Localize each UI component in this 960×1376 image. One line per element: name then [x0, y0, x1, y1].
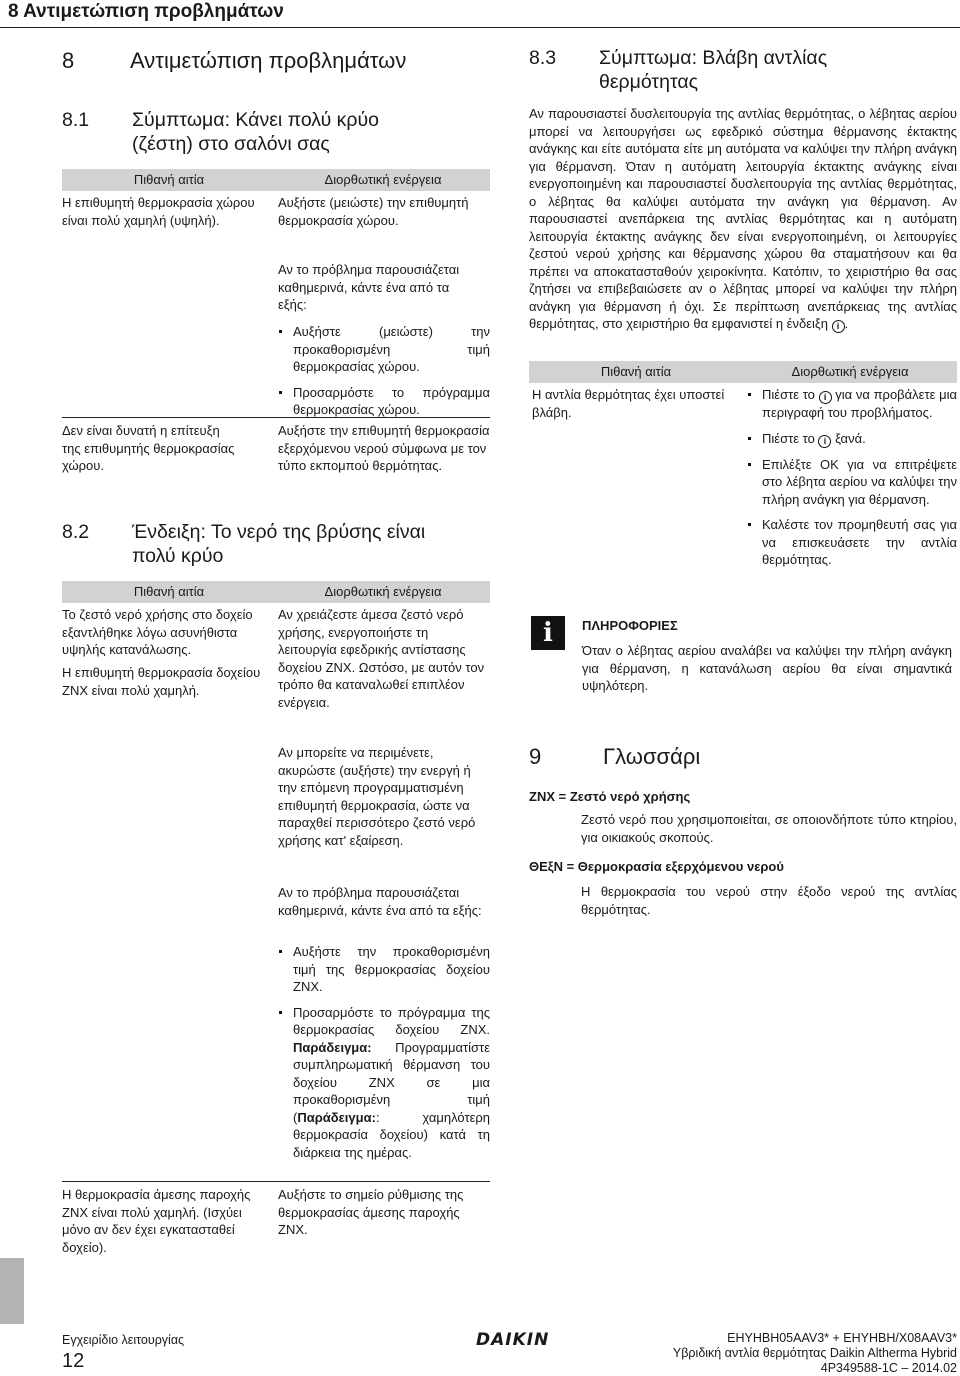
footer-info: EHYHBH05AAV3* + EHYHBH/X08AAV3* Υβριδική αντλία θερμότητας Daikin Altherma Hybrid 4P349588-1C – 2014.02 — [672, 1331, 957, 1375]
list-item: Πιέστε το i για να προβάλετε μια περιγραφή του προβλήματος. — [747, 386, 957, 422]
cause-cell: Δεν είναι δυνατή η επίτευξη της επιθυμητής θερμοκρασίας χώρου. — [62, 423, 235, 473]
cause-cell: Η αντλία θερμότητας έχει υποστεί βλάβη. — [532, 387, 725, 420]
list-item: Προσαρμόστε το πρόγραμμα της θερμοκρασίας δοχείου ΖΝΧ. Παράδειγμα: Προγραμματίστε συμπληρωματική θέρμανση του δοχείου ΖΝΧ σε μια προκαθορισμένη τιμή (Παράδειγμα:: χαμηλότερη θερμοκρασία δοχείου) κατά τη διάρκεια της ημέρας. — [278, 1004, 490, 1162]
glossary-definition: Ζεστό νερό που χρησιμοποιείται, σε οποιονδήποτε τύπο κτηρίου, για οικιακούς σκοπούς. — [581, 812, 957, 845]
info-button-icon: i — [818, 435, 831, 448]
action-cell: Αν μπορείτε να περιμένετε, ακυρώστε (αυξήστε) την ενεργή ή την επόμενη προγραμματισμένη επιθυμητή θερμοκρασία, ώστε να παραχθεί περισσότερο ζεστό νερό χρήσης κατ' εξαίρεση. — [278, 745, 476, 848]
action-cell: Αυξήστε το σημείο ρύθμισης της θερμοκρασίας άμεσης παροχής ΖΝΧ. — [278, 1187, 464, 1237]
header-title: 8 Αντιμετώπιση προβλημάτων — [8, 1, 284, 22]
action-cell: Αν χρειάζεστε άμεσα ζεστό νερό χρήσης, ενεργοποιήστε τη λειτουργία εφεδρικής αντίστασης δοχείου ΖΝΧ. Ωστόσο, με αυτόν τον τρόπο θα καταναλωθεί επιπλέον ενέργεια. — [278, 607, 485, 710]
bullet-list — [747, 386, 957, 569]
glossary-term: ΖΝΧ = Ζεστό νερό χρήσης — [529, 789, 691, 804]
section-8-3-intro: Αν παρουσιαστεί δυσλειτουργία της αντλίας θερμότητας, ο λέβητας αερίου μπορεί να λειτουργήσει ως εφεδρικό σύστημα θέρμανσης έκτακτης ανάγκης και είτε αυτόματα είτε μη αυτόματα να καλύψει την πλήρη ανάγκη για θέρμανση. Όταν η αυτόματη λειτουργία έκτακτης ανάγκης είναι ενεργοποιημένη και παρουσιαστεί δυσλειτουργία της αντλίας θερμότητας, ο λέβητας θα καλύψει αυτόματα την ανάγκη για θέρμανση. Αν παρουσιαστεί ανεπάρκεια της αντλίας θερμότητας και η αυτόματη λειτουργία έκτακτης ανάγκης δεν είναι ενεργοποιημένη, οι λειτουργίες ζεστού νερού χρήσης και θέρμανσης χώρου θα σταματήσουν και θα πρέπει να αποκατασταθούν χειροκίνητα. Κατόπιν, το χειριστήριο θα σας ζητήσει να επιβεβαιώσετε αν ο λέβητας μπορεί να καλύψει την πλήρη ανάγκη για θέρμανση ή όχι. Σε περίπτωση ανεπάρκειας της αντλίας θερμότητας, στο χειριστήριο θα εμφανιστεί η ένδειξη i . — [529, 106, 957, 331]
footer-manual: Εγχειρίδιο λειτουργίας — [62, 1333, 185, 1347]
list-item: Πιέστε το i ξανά. — [747, 430, 957, 448]
section-8-2-heading: 8.2 Ένδειξη: Το νερό της βρύσης είναι πολύ κρύο — [62, 521, 426, 567]
section-8-1-heading: 8.1 Σύμπτωμα: Κάνει πολύ κρύο (ζέστη) στο σαλόνι σας — [62, 109, 380, 155]
cause-cell: Η επιθυμητή θερμοκρασία χώρου είναι πολύ χαμηλή (υψηλή). — [62, 195, 255, 228]
cause-cell: Η θερμοκρασία άμεσης παροχής ΖΝΧ είναι πολύ χαμηλή. (Ισχύει μόνο αν δεν έχει εγκατασταθεί δοχείο). — [62, 1187, 251, 1255]
list-item: Επιλέξτε OK για να επιτρέψετε στο λέβητα αερίου να καλύψει την πλήρη ανάγκη για θέρμανση. — [747, 456, 957, 509]
cause-cell: Η επιθυμητή θερμοκρασία δοχείου ΖΝΧ είναι πολύ χαμηλή. — [62, 665, 261, 698]
list-item: Αυξήστε την προκαθορισμένη τιμή της θερμοκρασίας δοχείου ΖΝΧ. — [278, 943, 490, 996]
footer-page-number: 12 — [62, 1350, 85, 1372]
list-item: Προσαρμόστε το πρόγραμμα θερμοκρασίας χώρου. — [278, 384, 490, 419]
chapter-8-heading: 8 Αντιμετώπιση προβλημάτων — [62, 48, 407, 73]
action-cell: Αυξήστε την επιθυμητή θερμοκρασία εξερχόμενου νερού σύμφωνα με τον τύπο εκπομπού θερμότητας. — [278, 423, 490, 473]
info-button-icon: i — [832, 320, 845, 333]
list-item: Αυξήστε (μειώστε) την προκαθορισμένη τιμή θερμοκρασίας χώρου. — [278, 323, 490, 376]
table-8-2-header: Πιθανή αιτία Διορθωτική ενέργεια — [62, 581, 490, 603]
glossary-term: ΘΕξΝ = Θερμοκρασία εξερχόμενου νερού — [529, 859, 784, 874]
info-text: Όταν ο λέβητας αερίου αναλάβει να καλύψει την πλήρη ανάγκη για θέρμανση, η κατανάλωση αερίου θα είναι σημαντικά υψηλότερη. — [582, 643, 952, 693]
action-cell-daily: Αν το πρόβλημα παρουσιάζεται καθημερινά, κάντε ένα από τα εξής: — [278, 262, 460, 312]
info-title: ΠΛΗΡΟΦΟΡΙΕΣ — [582, 618, 678, 633]
cause-cell: Το ζεστό νερό χρήσης στο δοχείο εξαντλήθηκε λόγω ασυνήθιστα υψηλής κατανάλωσης. — [62, 607, 253, 657]
bullet-list — [278, 943, 490, 1161]
row-divider — [62, 1181, 490, 1182]
list-item: Καλέστε τον προμηθευτή σας για να επισκευάσετε την αντλία θερμότητας. — [747, 516, 957, 569]
action-cell: Αυξήστε (μειώστε) την επιθυμητή θερμοκρασία χώρου. — [278, 195, 469, 228]
table-8-3-header: Πιθανή αιτία Διορθωτική ενέργεια — [529, 361, 957, 383]
daikin-logo: DAIKIN — [476, 1330, 550, 1350]
info-button-icon: i — [819, 391, 832, 404]
section-8-3-heading: 8.3 Σύμπτωμα: Βλάβη αντλίας θερμότητας — [529, 47, 828, 93]
row-divider — [62, 417, 490, 418]
chapter-9-heading: 9 Γλωσσάρι — [529, 744, 701, 769]
glossary-definition: Η θερμοκρασία του νερού στην έξοδο νερού της αντλίας θερμότητας. — [581, 884, 957, 917]
page-header — [0, 0, 960, 28]
info-icon: i — [531, 616, 565, 650]
bullet-list — [278, 323, 490, 419]
action-cell-daily: Αν το πρόβλημα παρουσιάζεται καθημερινά, κάντε ένα από τα εξής: — [278, 885, 482, 918]
chapter-side-tab — [0, 1258, 24, 1324]
table-8-1-header: Πιθανή αιτία Διορθωτική ενέργεια — [62, 169, 490, 191]
